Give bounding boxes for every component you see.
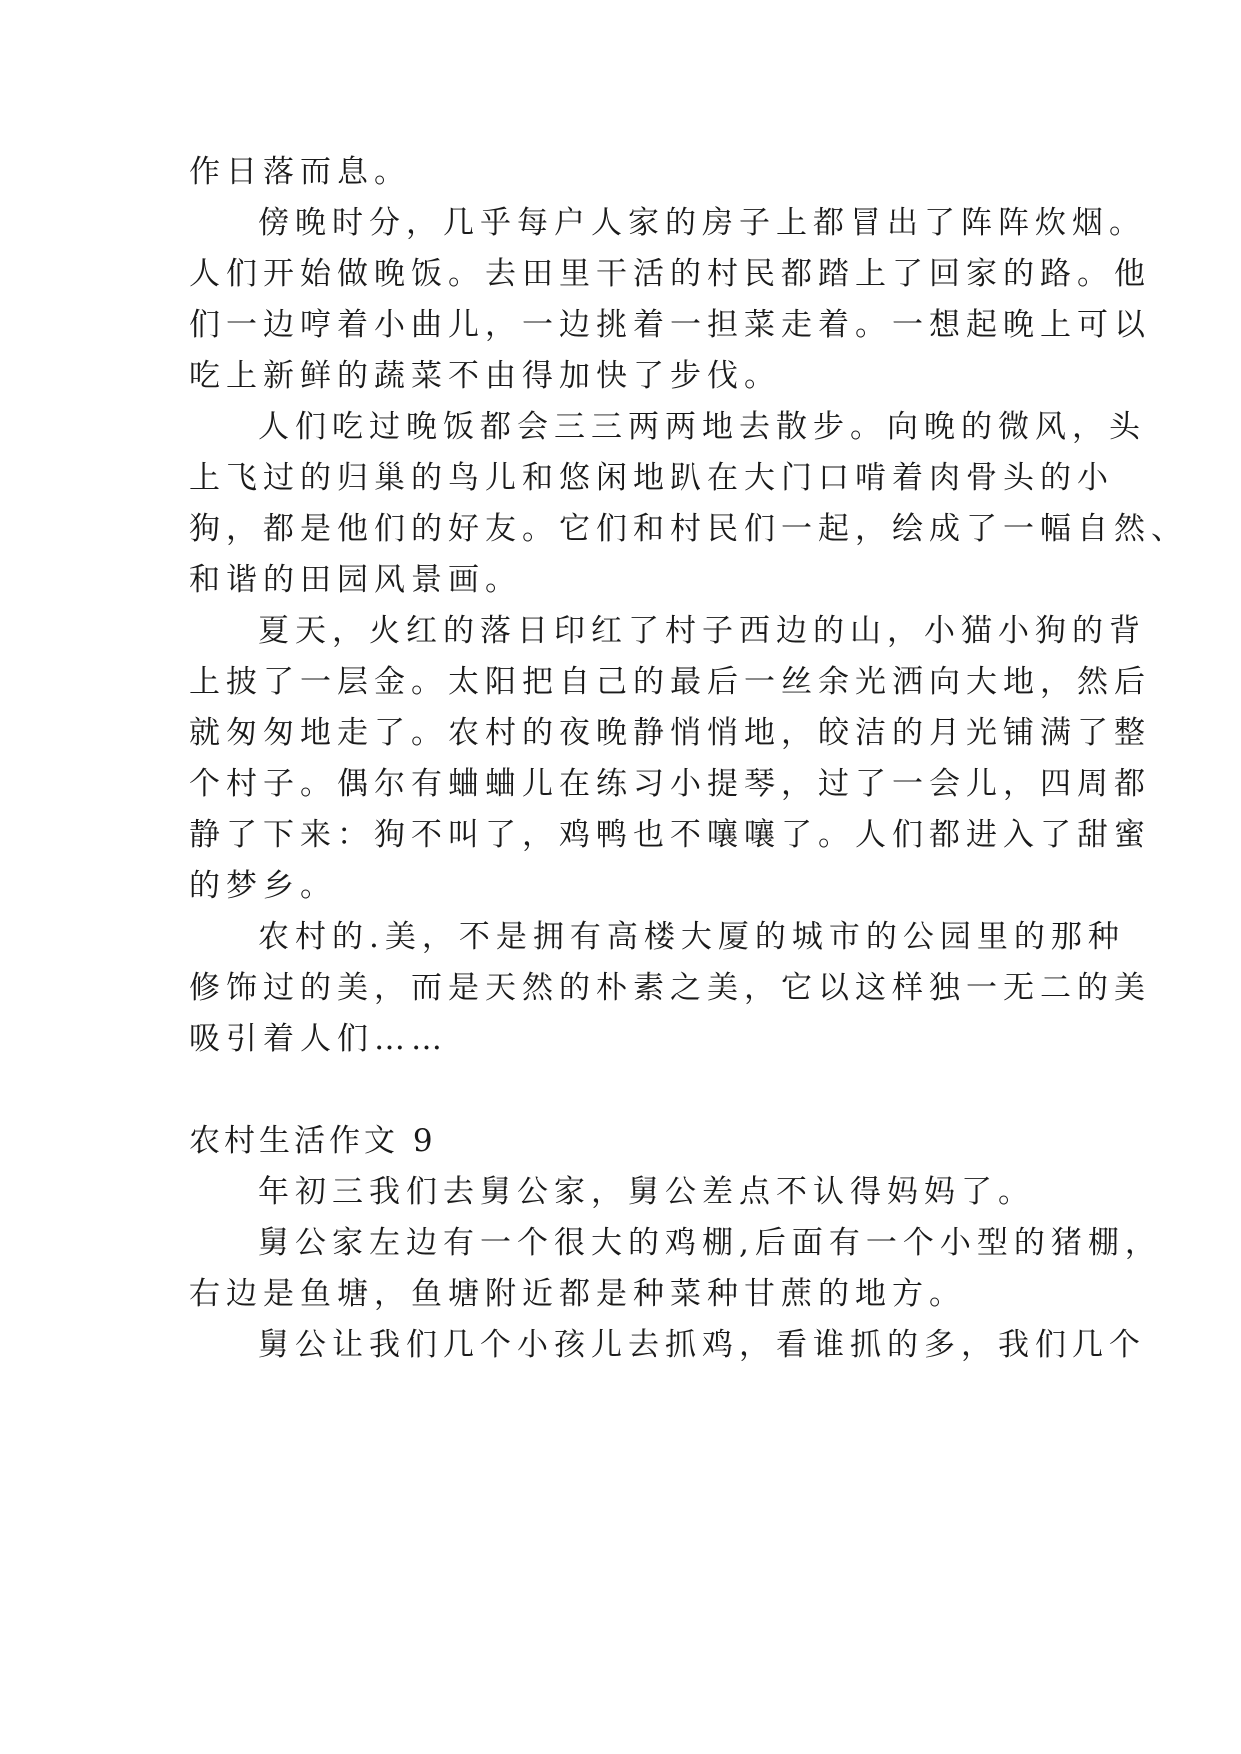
paragraph-first-line: 傍晚时分，几乎每户人家的房子上都冒出了阵阵炊烟。 bbox=[258, 205, 1146, 241]
paragraph-first-line: 农村的.美，不是拥有高楼大厦的城市的公园里的那种 bbox=[258, 919, 1125, 955]
text-line: 和谐的田园风景画。 bbox=[189, 562, 522, 598]
paragraph-first-line: 年初三我们去舅公家，舅公差点不认得妈妈了。 bbox=[258, 1174, 1035, 1210]
paragraph-first-line: 舅公家左边有一个很大的鸡棚,后面有一个小型的猪棚， bbox=[258, 1225, 1162, 1261]
paragraph-first-line: 夏天，火红的落日印红了村子西边的山，小猫小狗的背 bbox=[258, 613, 1146, 649]
text-line: 狗，都是他们的好友。它们和村民们一起，绘成了一幅自然、 bbox=[189, 511, 1188, 547]
text-line: 上飞过的归巢的鸟儿和悠闲地趴在大门口啃着肉骨头的小 bbox=[189, 460, 1114, 496]
text-line: 的梦乡。 bbox=[189, 868, 337, 904]
text-line: 就匆匆地走了。农村的夜晚静悄悄地，皎洁的月光铺满了整 bbox=[189, 715, 1151, 751]
text-line: 吃上新鲜的蔬菜不由得加快了步伐。 bbox=[189, 358, 781, 394]
text-line: 人们开始做晚饭。去田里干活的村民都踏上了回家的路。他 bbox=[189, 256, 1151, 292]
text-line: 吸引着人们…… bbox=[189, 1021, 448, 1057]
text-line: 作日落而息。 bbox=[189, 154, 411, 190]
section-title: 农村生活作文 9 bbox=[189, 1123, 437, 1159]
text-line: 上披了一层金。太阳把自己的最后一丝余光洒向大地，然后 bbox=[189, 664, 1151, 700]
text-line: 们一边哼着小曲儿，一边挑着一担菜走着。一想起晚上可以 bbox=[189, 307, 1151, 343]
paragraph-first-line: 舅公让我们几个小孩儿去抓鸡，看谁抓的多，我们几个 bbox=[258, 1327, 1146, 1363]
text-line: 个村子。偶尔有蛐蛐儿在练习小提琴，过了一会儿，四周都 bbox=[189, 766, 1151, 802]
text-line: 右边是鱼塘，鱼塘附近都是种菜种甘蔗的地方。 bbox=[189, 1276, 966, 1312]
text-line: 修饰过的美，而是天然的朴素之美，它以这样独一无二的美 bbox=[189, 970, 1151, 1006]
text-line: 静了下来：狗不叫了，鸡鸭也不嚷嚷了。人们都进入了甜蜜 bbox=[189, 817, 1151, 853]
paragraph-first-line: 人们吃过晚饭都会三三两两地去散步。向晚的微风，头 bbox=[258, 409, 1146, 445]
